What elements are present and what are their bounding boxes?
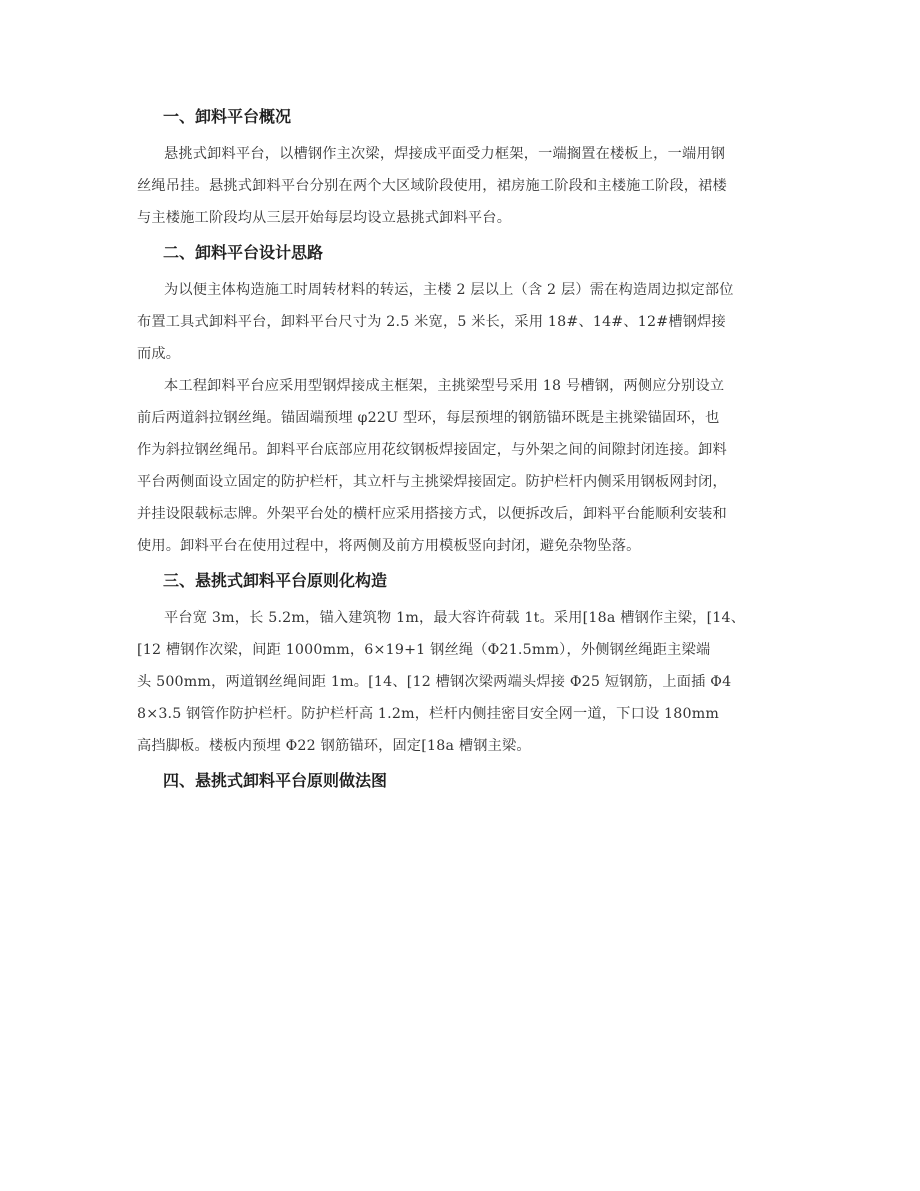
text-line: 前后两道斜拉钢丝绳。锚固端预埋 φ22U 型环，每层预埋的钢筋锚环既是主挑梁锚固环，也: [137, 410, 720, 426]
section-3-paragraph-1: [137, 602, 797, 762]
text-line: 头 500mm，两道钢丝绳间距 1m。[14、[12 槽钢次梁两端头焊接 Φ25 短钢筋，上面插 Φ4: [137, 674, 732, 690]
text-line: [12 槽钢作次梁，间距 1000mm，6×19+1 钢丝绳（Φ21.5mm），外侧钢丝绳距主梁端: [137, 642, 711, 658]
text-line: 8×3.5 钢管作防护栏杆。防护栏杆高 1.2m，栏杆内侧挂密目安全网一道，下口设 180mm: [137, 706, 720, 722]
text-line: 而成。: [137, 346, 181, 362]
text-line: 作为斜拉钢丝绳吊。卸料平台底部应用花纹钢板焊接固定，与外架之间的间隙封闭连接。卸料: [137, 442, 727, 458]
text-line: 为以便主体构造施工时周转材料的转运，主楼 2 层以上（含 2 层）需在构造周边拟定部位: [164, 282, 734, 298]
section-2-paragraph-2: [137, 370, 797, 562]
section-heading-2: 二、卸料平台设计思路: [163, 243, 324, 262]
section-heading-4: 四、悬挑式卸料平台原则做法图: [163, 771, 388, 790]
text-line: 使用。卸料平台在使用过程中，将两侧及前方用模板竖向封闭，避免杂物坠落。: [137, 538, 641, 554]
text-line: 与主楼施工阶段均从三层开始每层均设立悬挑式卸料平台。: [137, 210, 512, 226]
section-heading-1: 一、卸料平台概况: [163, 107, 292, 126]
text-line: 高挡脚板。楼板内预埋 Φ22 钢筋锚环，固定[18a 槽钢主梁。: [137, 738, 531, 754]
document-body: [137, 106, 797, 800]
text-line: 并挂设限载标志牌。外架平台处的横杆应采用搭接方式，以便拆改后，卸料平台能顺利安装和: [137, 506, 727, 522]
text-line: 布置工具式卸料平台，卸料平台尺寸为 2.5 米宽，5 米长，采用 18#、14#、12#槽钢焊接: [137, 314, 726, 330]
section-heading-3: 三、悬挑式卸料平台原则化构造: [163, 571, 388, 590]
text-line: 平台两侧面设立固定的防护栏杆，其立杆与主挑梁焊接固定。防护栏杆内侧采用钢板网封闭，: [137, 474, 727, 490]
section-1-paragraph-1: [137, 138, 797, 234]
text-line: 丝绳吊挂。悬挑式卸料平台分别在两个大区域阶段使用，裙房施工阶段和主楼施工阶段，裙楼: [137, 178, 727, 194]
section-2-paragraph-1: [137, 274, 797, 370]
text-line: 悬挑式卸料平台，以槽钢作主次梁，焊接成平面受力框架，一端搁置在楼板上，一端用钢: [164, 146, 726, 162]
text-line: 本工程卸料平台应采用型钢焊接成主框架，主挑梁型号采用 18 号槽钢，两侧应分别设立: [164, 378, 725, 394]
text-line: 平台宽 3m，长 5.2m，锚入建筑物 1m，最大容许荷载 1t。采用[18a 槽钢作主梁，[14、: [164, 610, 746, 626]
